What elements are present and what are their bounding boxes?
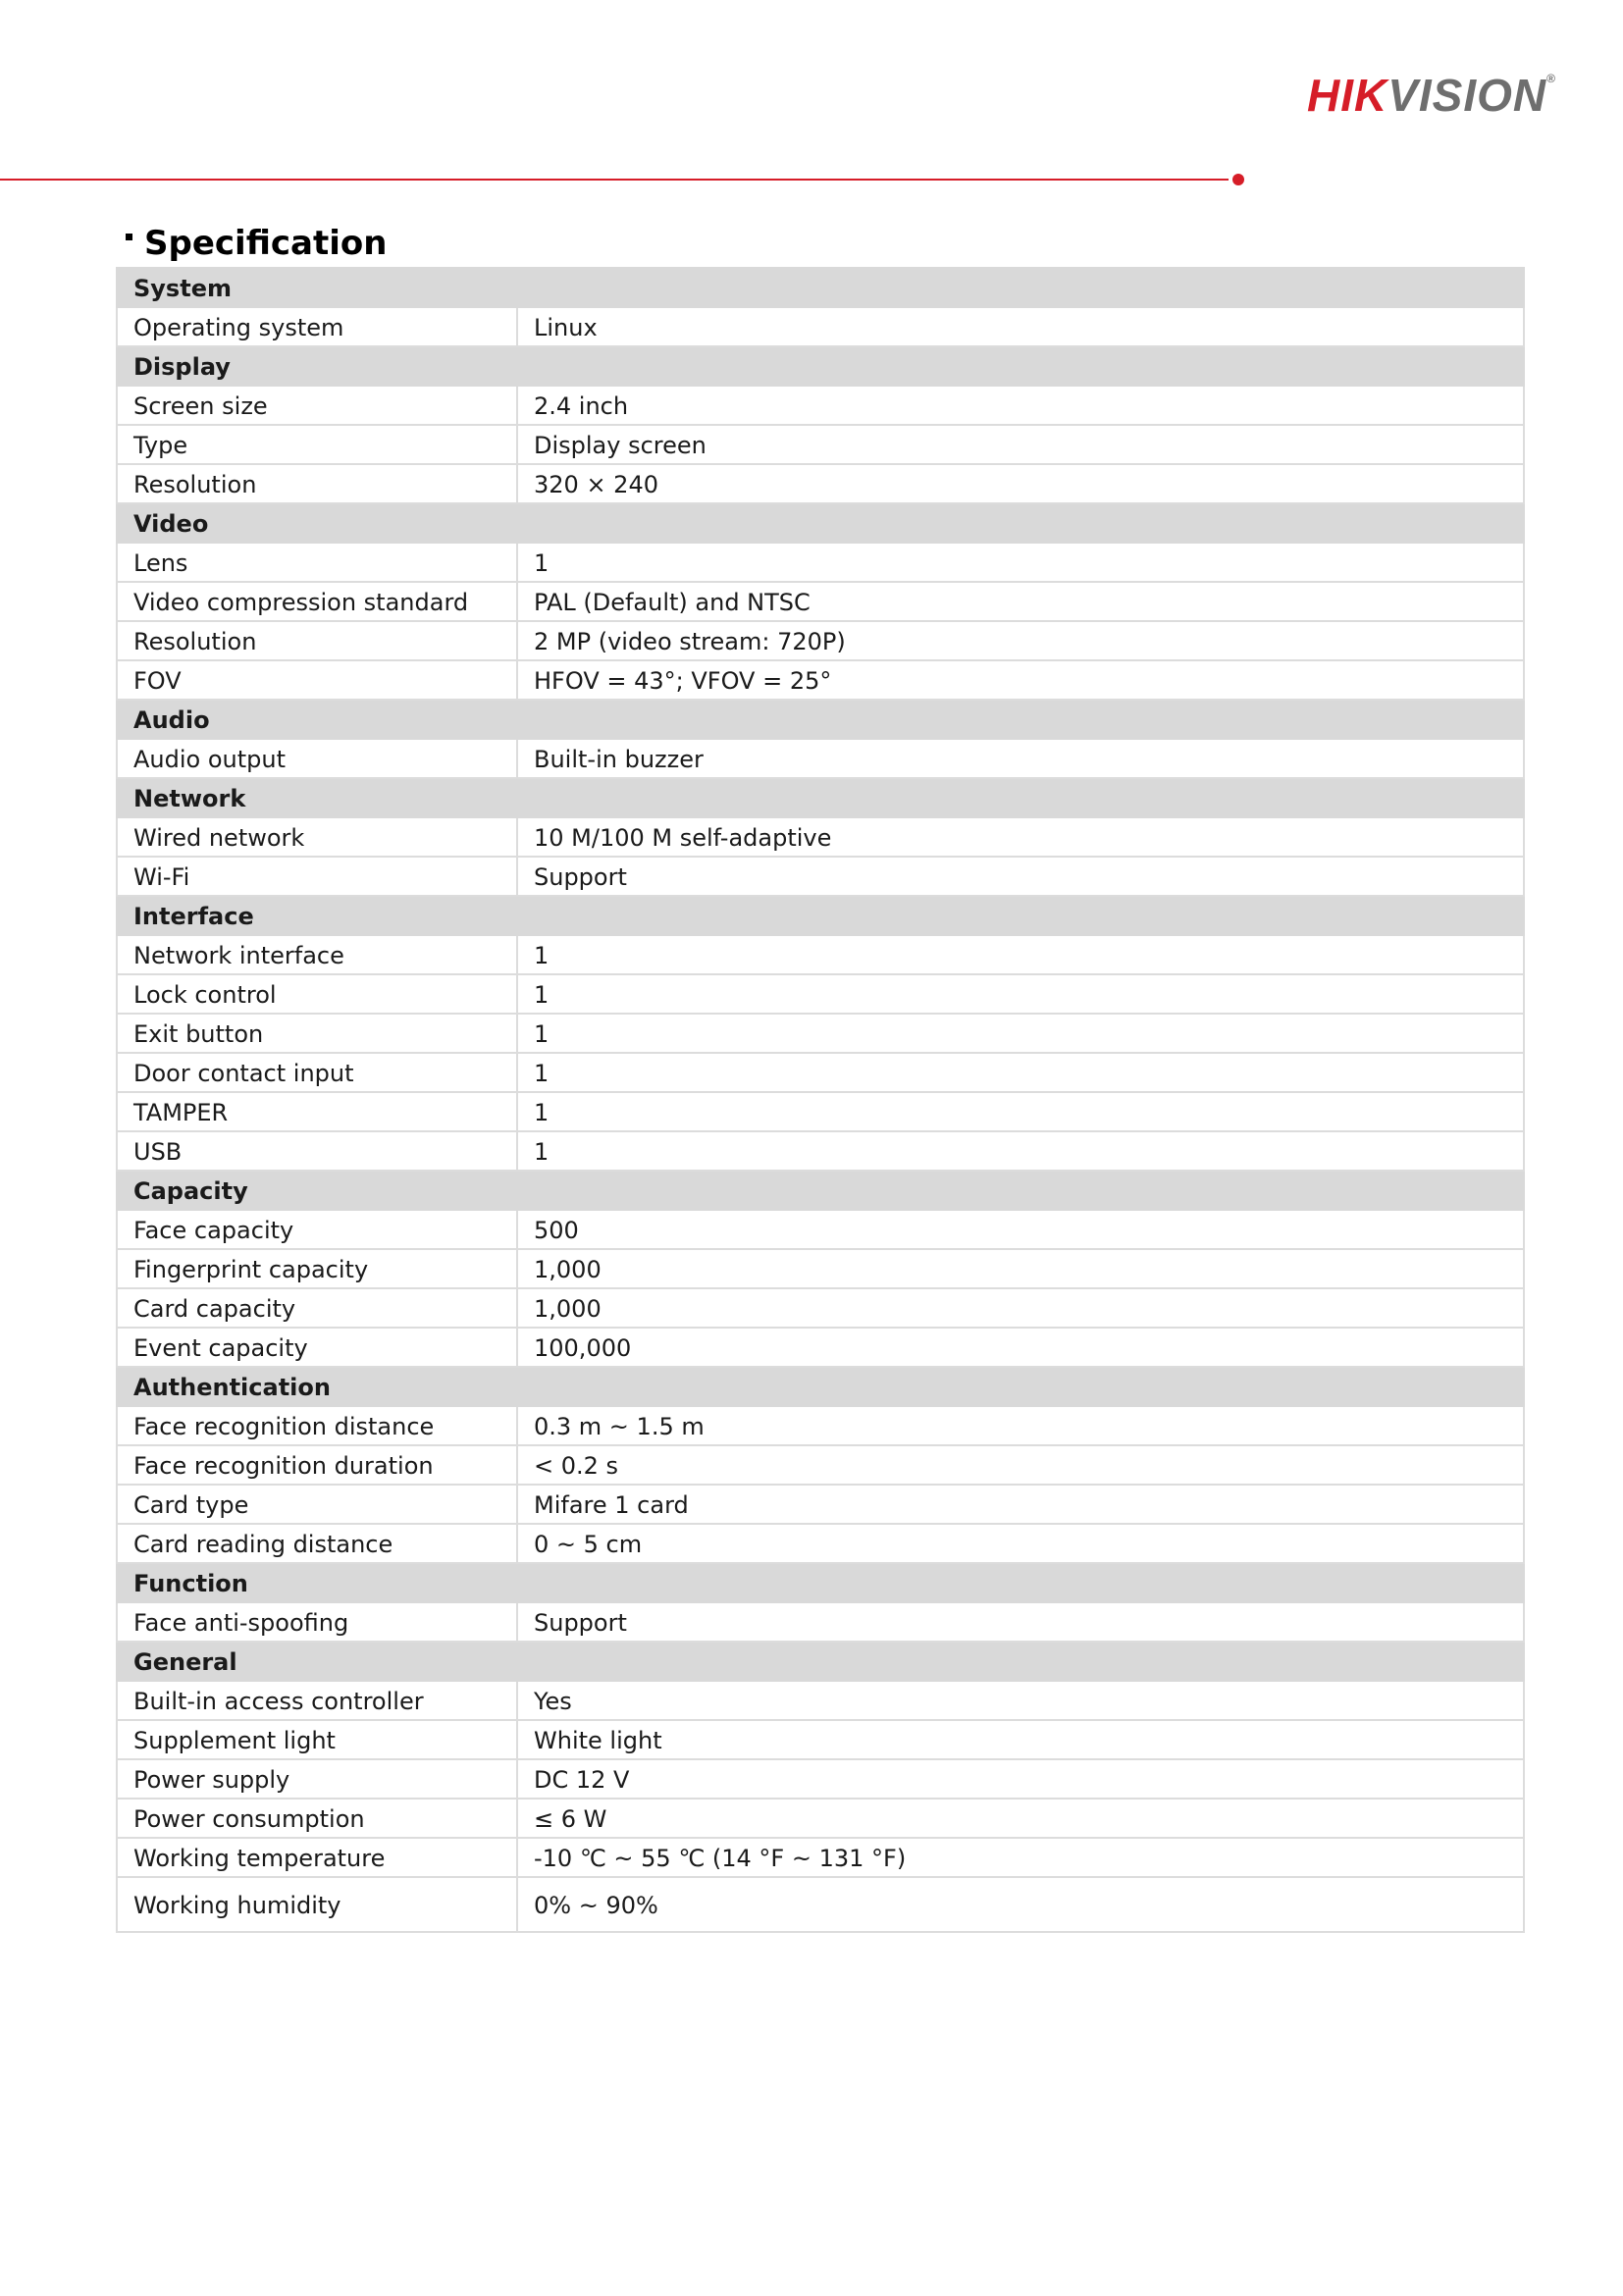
spec-value: 1 [517, 1092, 1524, 1131]
spec-label: Face recognition distance [117, 1406, 517, 1445]
specification-table [116, 267, 1525, 1933]
spec-value: HFOV = 43°; VFOV = 25° [517, 660, 1524, 700]
spec-label: FOV [117, 660, 517, 700]
spec-value: 0% ~ 90% [517, 1877, 1524, 1932]
spec-label: Lens [117, 543, 517, 582]
spec-label: Built-in access controller [117, 1681, 517, 1720]
bullet-icon [126, 234, 132, 240]
spec-label: USB [117, 1131, 517, 1171]
spec-label: Card type [117, 1485, 517, 1524]
spec-row [117, 1092, 1524, 1131]
spec-value: 1 [517, 1053, 1524, 1092]
section-title [126, 222, 387, 265]
spec-value: < 0.2 s [517, 1445, 1524, 1485]
spec-value: 500 [517, 1210, 1524, 1249]
spec-label: Event capacity [117, 1328, 517, 1367]
spec-row [117, 1720, 1524, 1759]
group-header-label: General [117, 1642, 1524, 1681]
spec-row [117, 1681, 1524, 1720]
group-header-label: Video [117, 503, 1524, 543]
spec-row [117, 621, 1524, 660]
spec-row [117, 935, 1524, 974]
spec-value: Display screen [517, 425, 1524, 464]
spec-label: Audio output [117, 739, 517, 778]
group-header-row [117, 346, 1524, 386]
spec-label: Face capacity [117, 1210, 517, 1249]
logo-hik-text: HIK [1306, 70, 1388, 121]
spec-value: 0.3 m ~ 1.5 m [517, 1406, 1524, 1445]
spec-value: 320 × 240 [517, 464, 1524, 503]
spec-value: 2.4 inch [517, 386, 1524, 425]
spec-row [117, 582, 1524, 621]
spec-row [117, 1406, 1524, 1445]
spec-row [117, 1602, 1524, 1642]
spec-value: 1 [517, 935, 1524, 974]
group-header-label: Network [117, 778, 1524, 817]
spec-value: 0 ~ 5 cm [517, 1524, 1524, 1563]
spec-row [117, 857, 1524, 896]
spec-value: -10 ℃ ~ 55 ℃ (14 °F ~ 131 °F) [517, 1838, 1524, 1877]
spec-label: Fingerprint capacity [117, 1249, 517, 1288]
group-header-row [117, 1563, 1524, 1602]
logo-vision-text: VISION [1387, 70, 1547, 121]
spec-label: Door contact input [117, 1053, 517, 1092]
spec-row [117, 386, 1524, 425]
spec-label: Video compression standard [117, 582, 517, 621]
spec-label: Power consumption [117, 1799, 517, 1838]
spec-label: Face recognition duration [117, 1445, 517, 1485]
spec-value: White light [517, 1720, 1524, 1759]
spec-row [117, 817, 1524, 857]
spec-row [117, 1328, 1524, 1367]
spec-label: Type [117, 425, 517, 464]
spec-value: 2 MP (video stream: 720P) [517, 621, 1524, 660]
group-header-row [117, 896, 1524, 935]
group-header-label: Display [117, 346, 1524, 386]
spec-row [117, 1210, 1524, 1249]
group-header-label: Interface [117, 896, 1524, 935]
spec-value: 1 [517, 543, 1524, 582]
group-header-label: Audio [117, 700, 1524, 739]
hikvision-logo [1306, 70, 1556, 121]
group-header-row [117, 503, 1524, 543]
spec-row [117, 1131, 1524, 1171]
group-header-label: Authentication [117, 1367, 1524, 1406]
spec-row [117, 1445, 1524, 1485]
spec-value: Support [517, 1602, 1524, 1642]
section-title-text: Specification [144, 224, 388, 263]
spec-value: 1 [517, 1131, 1524, 1171]
spec-label: Card capacity [117, 1288, 517, 1328]
group-header-label: Function [117, 1563, 1524, 1602]
spec-value: Mifare 1 card [517, 1485, 1524, 1524]
spec-label: Supplement light [117, 1720, 517, 1759]
spec-value: Built-in buzzer [517, 739, 1524, 778]
spec-value: DC 12 V [517, 1759, 1524, 1799]
spec-row [117, 307, 1524, 346]
spec-row [117, 1877, 1524, 1932]
spec-label: Power supply [117, 1759, 517, 1799]
spec-value: 1 [517, 1014, 1524, 1053]
group-header-label: Capacity [117, 1171, 1524, 1210]
spec-label: Card reading distance [117, 1524, 517, 1563]
spec-label: Face anti-spoofing [117, 1602, 517, 1642]
header-divider-dot [1232, 174, 1244, 185]
spec-row [117, 425, 1524, 464]
spec-value: Support [517, 857, 1524, 896]
group-header-row [117, 778, 1524, 817]
spec-row [117, 1759, 1524, 1799]
spec-row [117, 1288, 1524, 1328]
spec-row [117, 1524, 1524, 1563]
spec-value: ≤ 6 W [517, 1799, 1524, 1838]
spec-label: TAMPER [117, 1092, 517, 1131]
spec-row [117, 1249, 1524, 1288]
spec-row [117, 660, 1524, 700]
spec-label: Wi-Fi [117, 857, 517, 896]
group-header-row [117, 268, 1524, 307]
group-header-row [117, 1171, 1524, 1210]
spec-row [117, 464, 1524, 503]
spec-value: 1 [517, 974, 1524, 1014]
spec-value: PAL (Default) and NTSC [517, 582, 1524, 621]
group-header-row [117, 700, 1524, 739]
group-header-label: System [117, 268, 1524, 307]
spec-row [117, 974, 1524, 1014]
spec-label: Exit button [117, 1014, 517, 1053]
spec-label: Working temperature [117, 1838, 517, 1877]
spec-row [117, 1799, 1524, 1838]
spec-value: 1,000 [517, 1249, 1524, 1288]
spec-label: Operating system [117, 307, 517, 346]
spec-value: 10 M/100 M self-adaptive [517, 817, 1524, 857]
spec-label: Resolution [117, 621, 517, 660]
spec-label: Working humidity [117, 1877, 517, 1932]
header-divider [0, 179, 1229, 181]
spec-label: Wired network [117, 817, 517, 857]
spec-label: Resolution [117, 464, 517, 503]
group-header-row [117, 1642, 1524, 1681]
spec-row [117, 543, 1524, 582]
spec-label: Screen size [117, 386, 517, 425]
spec-label: Network interface [117, 935, 517, 974]
spec-value: Linux [517, 307, 1524, 346]
group-header-row [117, 1367, 1524, 1406]
spec-row [117, 739, 1524, 778]
spec-label: Lock control [117, 974, 517, 1014]
spec-value: Yes [517, 1681, 1524, 1720]
spec-row [117, 1053, 1524, 1092]
spec-value: 100,000 [517, 1328, 1524, 1367]
spec-row [117, 1838, 1524, 1877]
spec-value: 1,000 [517, 1288, 1524, 1328]
registered-mark: ® [1546, 72, 1556, 85]
spec-row [117, 1485, 1524, 1524]
spec-row [117, 1014, 1524, 1053]
